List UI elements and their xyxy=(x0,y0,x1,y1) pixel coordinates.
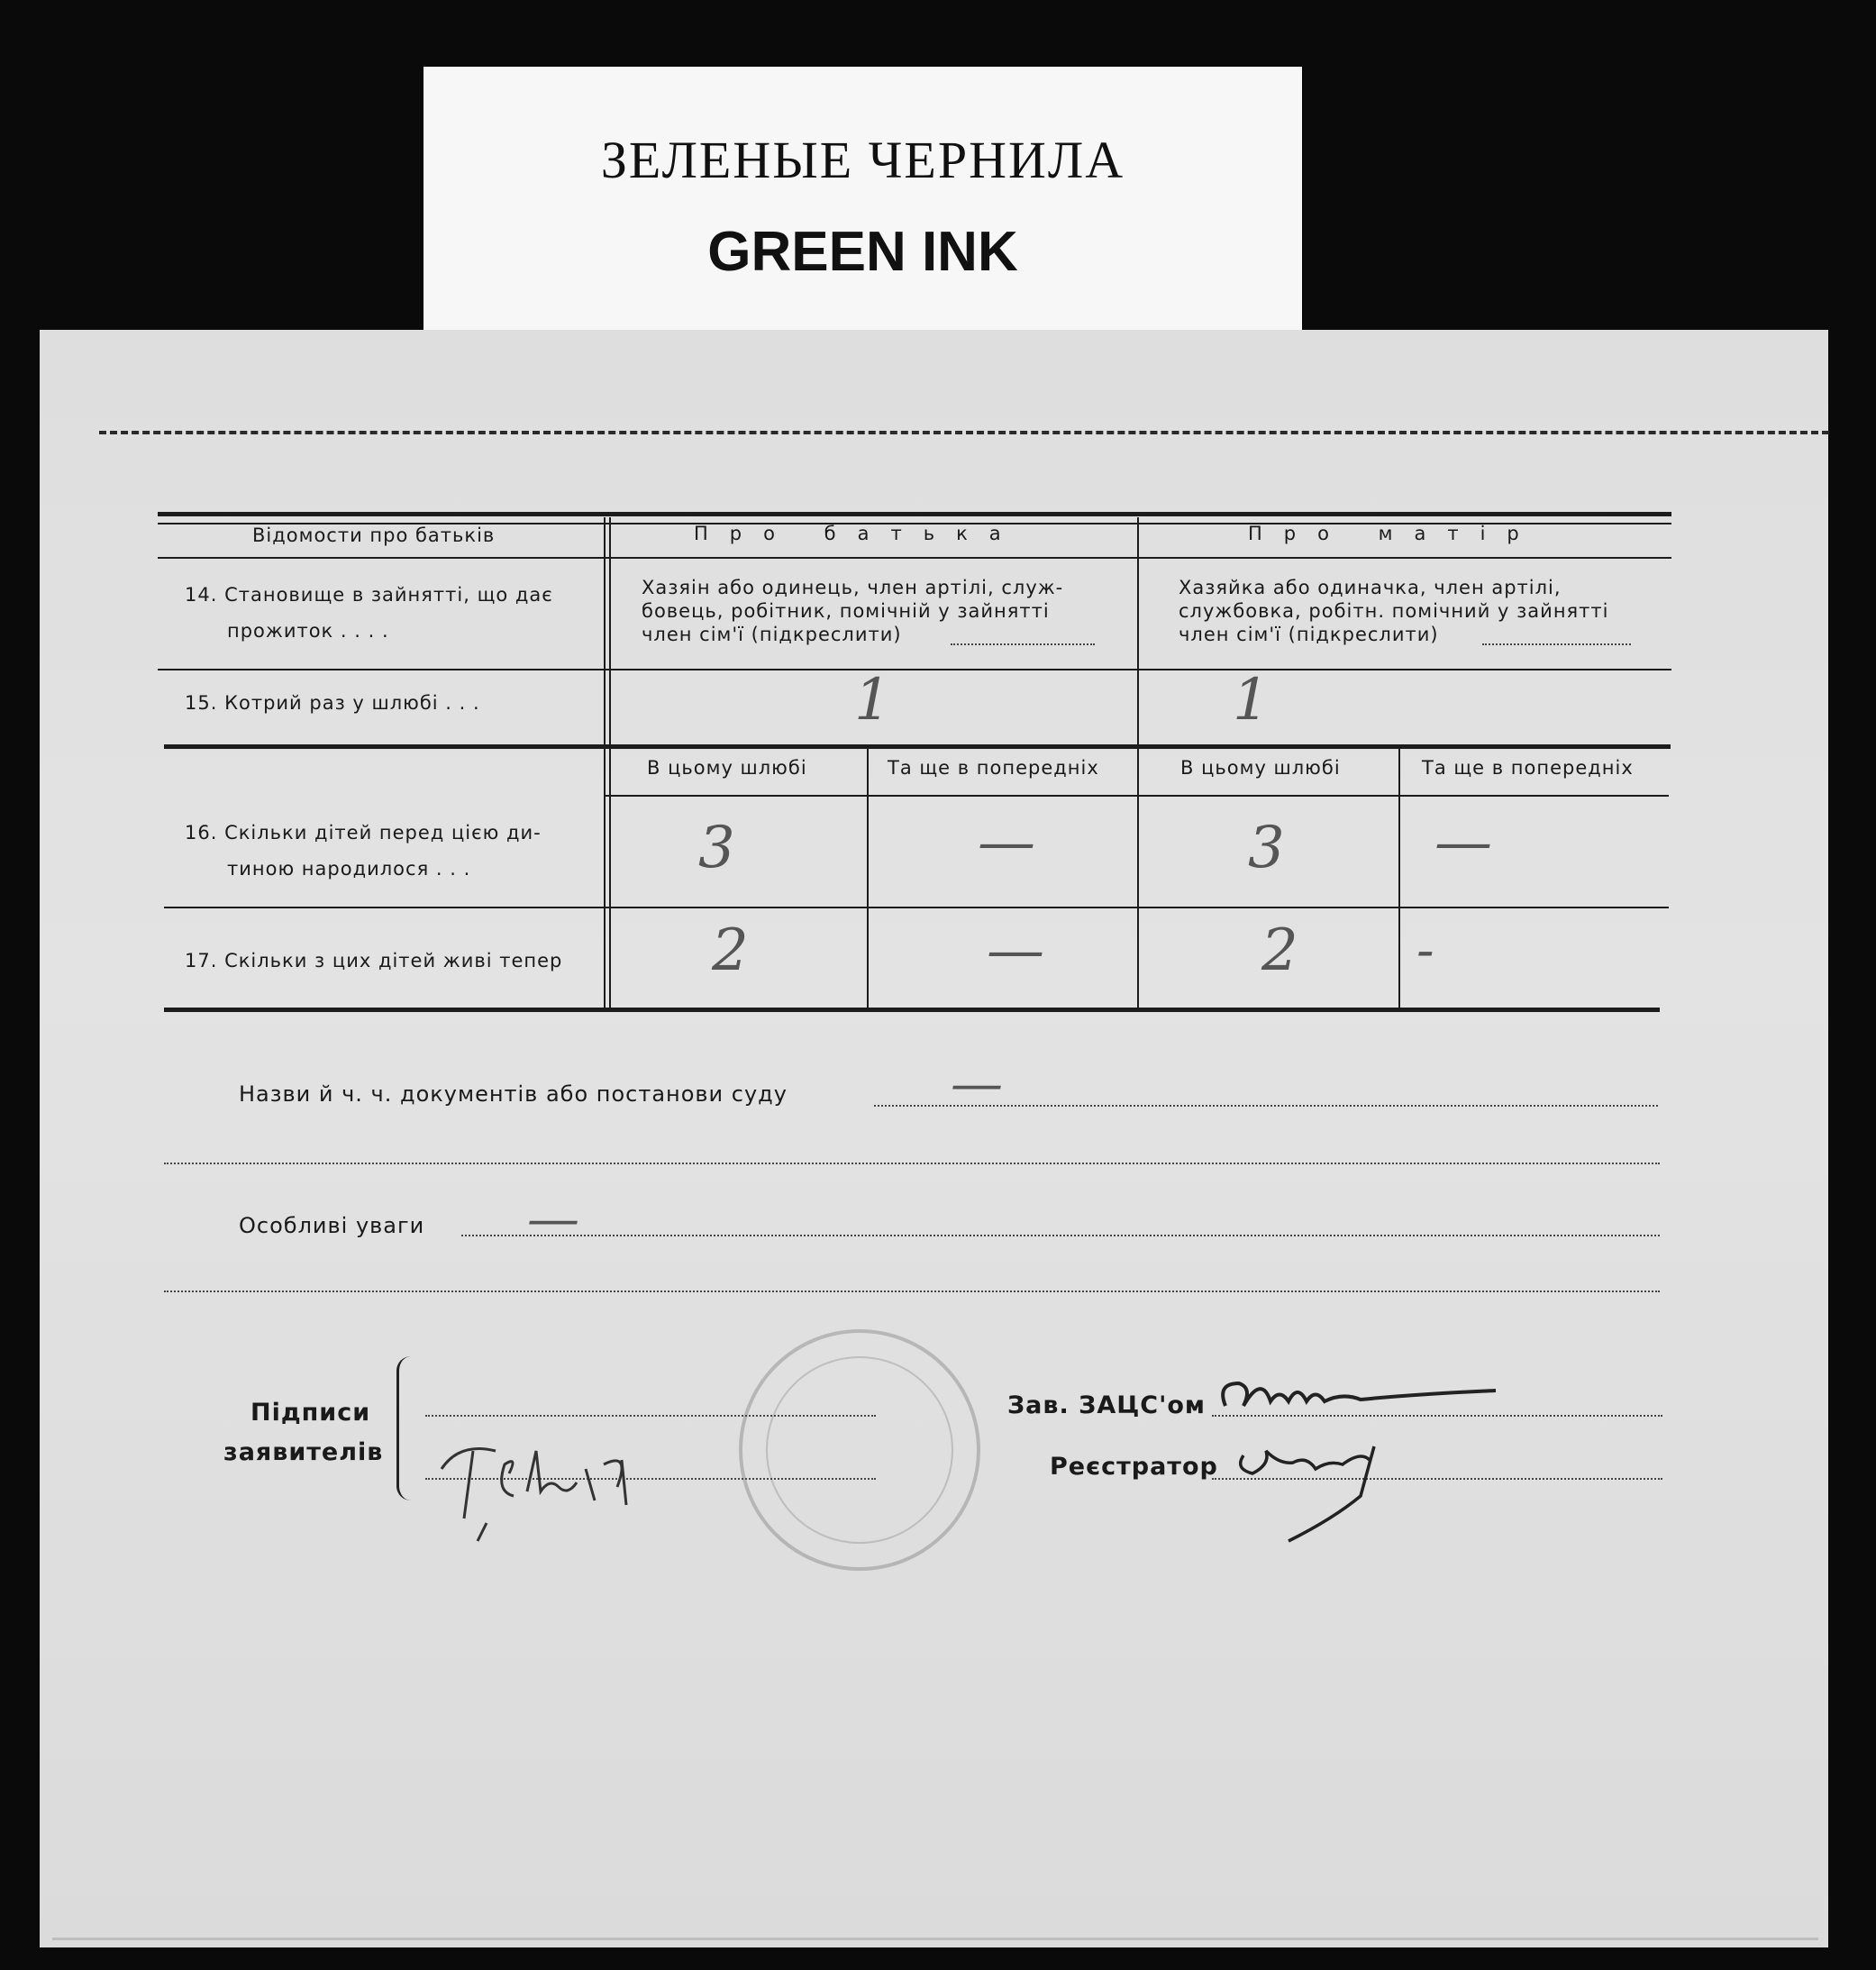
row15-father-value: 1 xyxy=(854,667,891,734)
header-parents-info: Відомости про батьків xyxy=(252,524,496,546)
head-registry-label: Зав. ЗАЦС'ом xyxy=(1007,1391,1206,1419)
row17-mother-prev: - xyxy=(1416,919,1434,980)
col-divider-mother xyxy=(1398,748,1400,1009)
table-bottom-border xyxy=(164,1008,1660,1012)
row17-label: 17. Скільки з цих дітей живі тепер xyxy=(185,950,563,971)
row14-mother-line1: Хазяйка або одиначка, член артілі, xyxy=(1179,577,1562,598)
row14-father-line2: бовець, робітник, помічній у зайнятті xyxy=(642,600,1050,622)
notes-label: Особливі уваги xyxy=(239,1213,425,1238)
documents-label: Назви й ч. ч. документів або постанови суду xyxy=(239,1081,788,1107)
subheader-father-previous: Та ще в попередніх xyxy=(888,757,1099,779)
col-divider-1b xyxy=(609,517,611,1009)
row14-divider xyxy=(158,669,1671,670)
row14-label-line1: 14. Становище в зайнятті, що дає xyxy=(185,584,553,606)
notes-value: — xyxy=(527,1188,579,1249)
row17-father-this: 2 xyxy=(712,917,749,984)
subheader-mother-this-marriage: В цьому шлюбі xyxy=(1180,757,1341,779)
row14-mother-line2: службовка, робітн. помічний у зайнятті xyxy=(1179,600,1609,622)
row14-father-dotline xyxy=(951,643,1095,645)
notes-dotline-1 xyxy=(461,1235,1660,1236)
row16-mother-prev: — xyxy=(1434,809,1492,876)
documents-value: — xyxy=(951,1053,1003,1114)
row16-father-prev: — xyxy=(978,809,1035,876)
col-divider-father xyxy=(867,748,869,1009)
head-handwritten-signature xyxy=(1216,1356,1505,1428)
row14-father-line3: член сім'ї (підкреслити) xyxy=(642,624,902,645)
signatures-label-line2: заявителів xyxy=(223,1438,384,1466)
row16-mother-this: 3 xyxy=(1248,815,1285,881)
header-divider xyxy=(158,557,1671,559)
document-sheet xyxy=(40,330,1828,1947)
col-divider-1 xyxy=(604,517,606,1009)
row17-mother-this: 2 xyxy=(1261,917,1298,984)
row15-mother-value: 1 xyxy=(1233,667,1270,734)
label-russian-text: ЗЕЛЕНЫЕ ЧЕРНИЛА xyxy=(600,131,1125,189)
signatures-label-line1: Підписи xyxy=(250,1399,371,1427)
green-ink-label-card xyxy=(423,67,1302,330)
header-mother: Про матір xyxy=(1248,523,1541,544)
row14-label-line2: прожиток . . . . xyxy=(227,620,389,642)
row14-father-line1: Хазяін або одинець, член артілі, служ- xyxy=(642,577,1064,598)
row16-label-line2: тиною народилося . . . xyxy=(227,858,471,880)
col-divider-2 xyxy=(1137,517,1139,1009)
sheet-bottom-edge xyxy=(52,1892,1818,1940)
row16-divider xyxy=(164,907,1669,908)
row16-father-this: 3 xyxy=(698,815,735,881)
row15-label: 15. Котрий раз у шлюбі . . . xyxy=(185,692,480,714)
perforation-line xyxy=(99,431,1829,434)
row15-divider xyxy=(164,744,1671,749)
registrar-label: Реєстратор xyxy=(1050,1453,1218,1481)
applicant-handwritten-signature xyxy=(423,1415,694,1550)
registrar-handwritten-signature xyxy=(1225,1428,1433,1546)
row14-mother-line3: член сім'ї (підкреслити) xyxy=(1179,624,1439,645)
notes-dotline-2 xyxy=(164,1291,1660,1292)
subheader-mother-previous: Та ще в попередніх xyxy=(1422,757,1634,779)
header-father: Про батька xyxy=(694,523,1023,544)
row14-mother-dotline xyxy=(1482,643,1631,645)
signatures-brace xyxy=(396,1356,417,1500)
label-english-text: GREEN INK xyxy=(707,221,1018,283)
row16-label-line1: 16. Скільки дітей перед цією ди- xyxy=(185,822,542,844)
row17-father-prev: — xyxy=(987,917,1044,984)
table-top-border xyxy=(158,512,1671,516)
official-seal-stamp xyxy=(739,1329,980,1571)
documents-dotline-2 xyxy=(164,1163,1660,1164)
subheader-father-this-marriage: В цьому шлюбі xyxy=(647,757,807,779)
documents-dotline-1 xyxy=(874,1105,1658,1107)
